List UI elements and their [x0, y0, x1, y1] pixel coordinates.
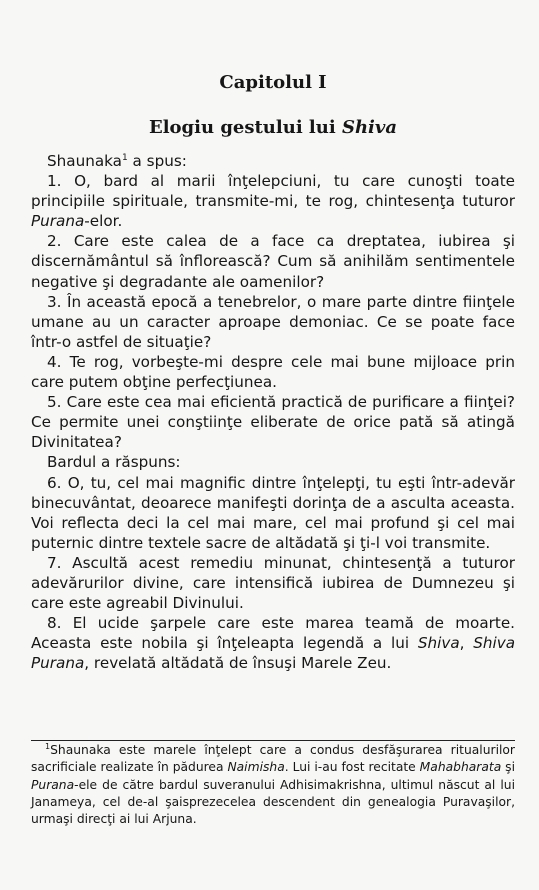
footnote-divider: [31, 740, 515, 741]
paragraph-verse-5: 5. Care este cea mai eficientă practică de purificare a fiinţei? Ce permite unei conştiinţe eliberate de orice pată să atingă Divinitatea?: [31, 393, 515, 452]
italic-run: Purana: [31, 212, 85, 231]
text-run: -ele de către bardul suveranului Adhisimakrishna, ultimul născut al lui Janameya, cel de-al şaisprezecelea descendent din genealogia Puravaşilor, urmaşi direcţi ai lui Arjuna.: [31, 777, 515, 827]
paragraph-verse-4: 4. Te rog, vorbeşte-mi despre cele mai bune mijloace prin care putem obţine perfecţiunea.: [31, 352, 515, 392]
paragraph-bard-reply: Bardul a răspuns:: [47, 453, 181, 472]
body-text: [31, 151, 515, 673]
text-run: 1. O, bard al marii înţelepciuni, tu care cunoşti toate principiile spirituale, transmite-mi, te rog, chintesenţa tuturor: [31, 172, 515, 211]
text-run: -elor.: [84, 212, 123, 231]
paragraph-verse-8: [31, 613, 515, 673]
paragraph-verse-3: 3. În această epocă a tenebrelor, o mare parte dintre fiinţele umane au un caracter aproape demoniac. Ce se poate face într-o astfel de situaţie?: [31, 292, 515, 351]
paragraph-verse-1: [31, 171, 515, 231]
text-run: ,: [459, 634, 474, 653]
text-run: , revelată altădată de însuşi Marele Zeu.: [84, 654, 392, 673]
paragraph-verse-2: 2. Care este calea de a face ca dreptatea, iubirea şi discernământul să înflorească? Cum să anihilăm sentimentele negative şi degradante ale oamenilor?: [31, 232, 515, 291]
paragraph-verse-7: 7. Ascultă acest remediu minunat, chintesenţă a tuturor adevărurilor divine, care intensifică iubirea de Dumnezeu şi care este agreabil Divinului.: [31, 553, 515, 613]
footnote-marker: 1: [45, 741, 51, 751]
chapter-title: [31, 117, 515, 138]
italic-run: Shiva Purana: [31, 634, 516, 673]
paragraph-intro: [31, 151, 515, 171]
text-run: Shaunaka: [47, 152, 122, 170]
title-name: Shiva: [341, 117, 398, 138]
chapter-heading: Capitolul I: [219, 72, 327, 93]
text-run: Shaunaka este marele înţelept care a condus desfăşurarea ritualurilor sacrificiale realizate în pădurea: [31, 743, 515, 775]
text-run: şi: [501, 760, 515, 775]
text-run: 8. El ucide şarpele care este marea teamă de moarte. Aceasta este nobila şi înţeleapta legendă a lui: [31, 614, 515, 653]
italic-run: Shiva: [417, 634, 460, 653]
footnote-text: [31, 742, 515, 828]
footnote-ref: 1: [121, 152, 128, 163]
paragraph-verse-6: 6. O, tu, cel mai magnific dintre înţelepţi, tu eşti într-adevăr binecuvântat, deoarece manifeşti dorinţa de a asculta aceasta. Voi reflecta deci la cel mai mare, cel mai profund şi cel mai puternic dintre textele sacre de altădată şi ţi-l voi transmite.: [31, 473, 515, 552]
footnote: [31, 742, 515, 828]
text-run: a spus:: [127, 152, 187, 170]
italic-run: Purana: [31, 777, 75, 792]
italic-run: Mahabharata: [419, 760, 502, 775]
italic-run: Naimisha: [227, 760, 285, 775]
text-run: . Lui i-au fost recitate: [284, 760, 420, 775]
title-prefix: Elogiu gestului lui: [148, 117, 342, 138]
